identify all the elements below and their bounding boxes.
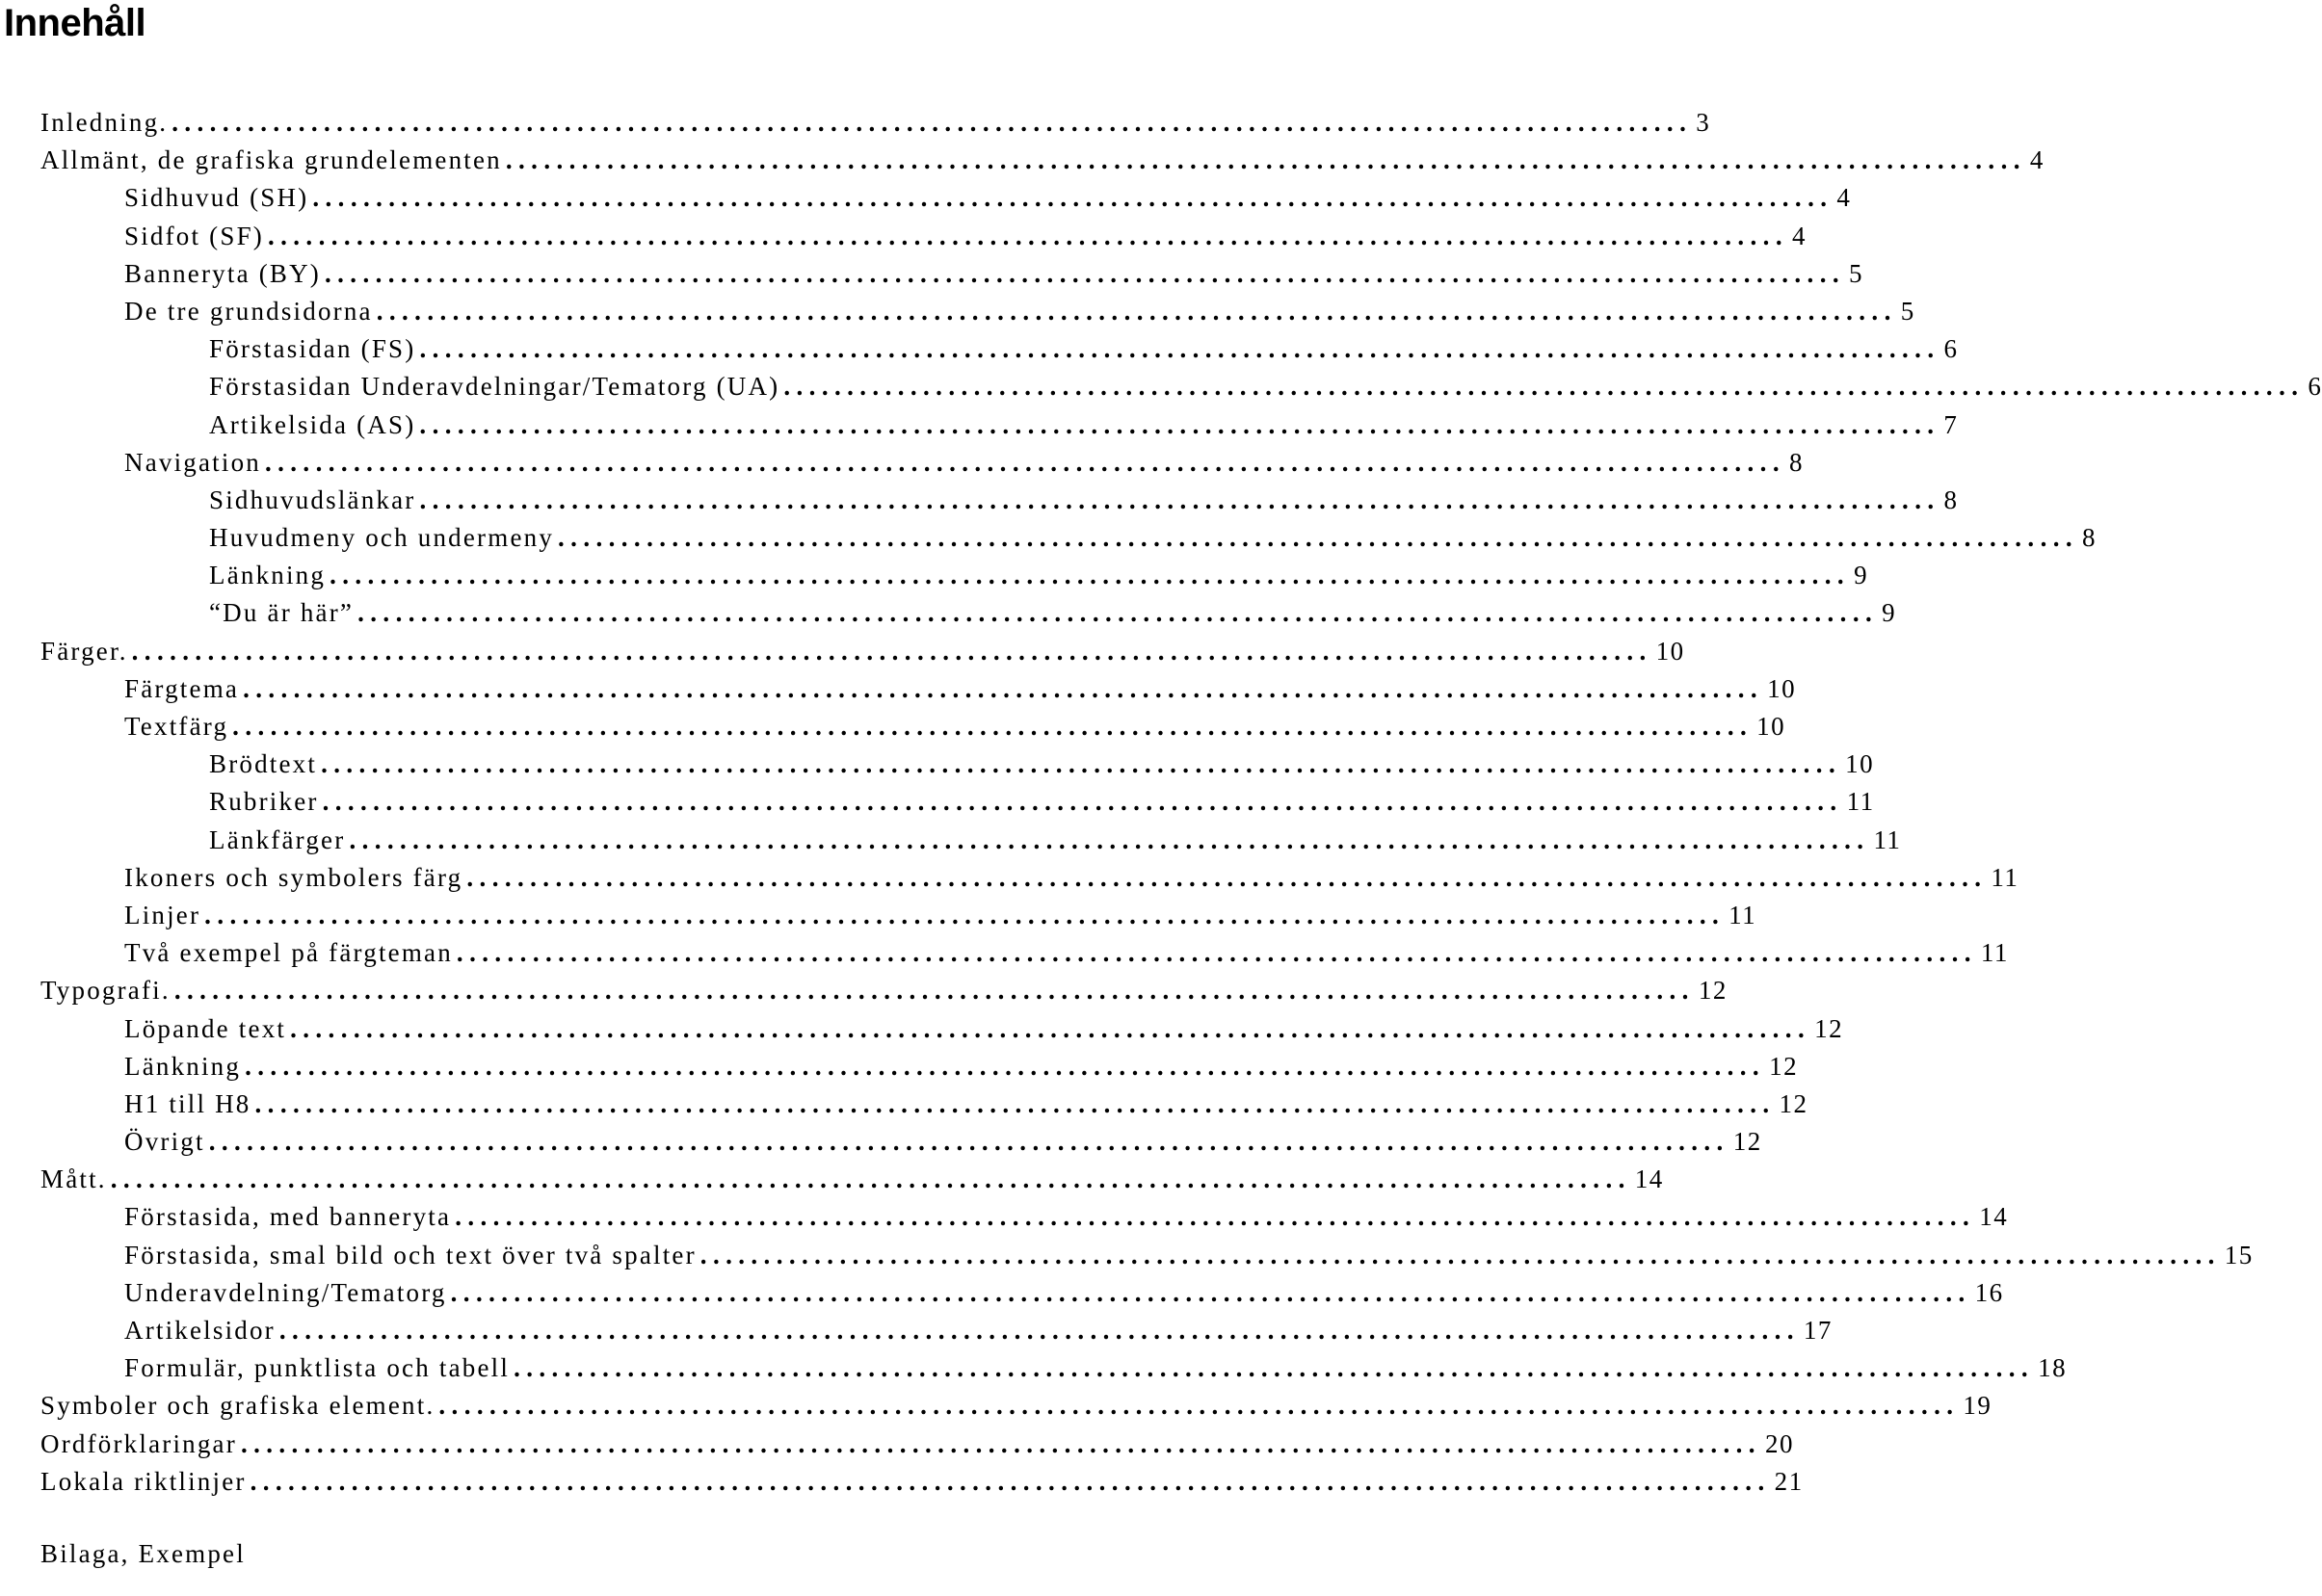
toc-dot-leader: ........................................................................................................................ [131, 636, 1652, 666]
toc-dot-leader: ........................................................................................................................ [514, 1353, 2035, 1383]
toc-entry-label: Förstasidan (FS) [209, 334, 416, 364]
toc-entry[interactable] [40, 900, 1757, 938]
toc-entry[interactable] [40, 447, 1804, 485]
toc-entry-page-number: 4 [1791, 221, 1807, 250]
toc-dot-leader: ........................................................................................................................ [376, 296, 1897, 326]
toc-dot-leader: ........................................................................................................................ [208, 1127, 1729, 1157]
toc-entry-page-number: 10 [1655, 636, 1685, 666]
toc-entry-label: Inledning. [40, 108, 169, 137]
toc-dot-leader: ........................................................................................................................ [243, 673, 1764, 703]
table-of-contents [40, 108, 2322, 1504]
toc-entry[interactable] [40, 1240, 2254, 1278]
toc-dot-leader: ........................................................................................................................ [419, 334, 1940, 364]
toc-entry[interactable] [40, 258, 1863, 297]
toc-entry-page-number: 17 [1803, 1316, 1833, 1345]
toc-dot-leader: ........................................................................................................................ [264, 447, 1785, 477]
toc-entry[interactable] [40, 145, 2045, 183]
toc-entry-label: Textfärg [124, 712, 229, 741]
toc-entry-label: De tre grundsidorna [124, 296, 373, 326]
toc-entry-page-number: 12 [1732, 1127, 1762, 1157]
toc-entry-page-number: 12 [1814, 1013, 1844, 1043]
toc-entry[interactable] [40, 523, 2098, 561]
toc-entry-label: Underavdelning/Tematorg [124, 1277, 447, 1307]
toc-entry[interactable] [40, 409, 1959, 448]
toc-entry-label: Sidhuvudslänkar [209, 484, 416, 514]
toc-dot-leader: ........................................................................................................................ [322, 787, 1843, 817]
toc-entry[interactable] [40, 749, 1875, 787]
toc-entry-page-number: 14 [1979, 1202, 2009, 1232]
toc-entry-page-number: 10 [1845, 749, 1875, 779]
toc-entry-page-number: 21 [1774, 1466, 1804, 1496]
toc-entry-label: Två exempel på färgteman [124, 938, 453, 968]
toc-entry[interactable] [40, 1316, 1833, 1353]
toc-dot-leader: ........................................................................................................................ [204, 900, 1726, 929]
toc-dot-leader: ........................................................................................................................ [278, 1316, 1800, 1345]
toc-dot-leader: ........................................................................................................................ [172, 108, 1693, 137]
toc-entry-page-number: 8 [1788, 447, 1804, 477]
toc-entry-page-number: 12 [1769, 1051, 1799, 1081]
toc-entry[interactable] [40, 561, 1869, 598]
toc-entry[interactable] [40, 1353, 2068, 1391]
toc-dot-leader: ........................................................................................................................ [240, 1428, 1761, 1458]
toc-dot-leader: ........................................................................................................................ [245, 1051, 1766, 1081]
toc-dot-leader: ........................................................................................................................ [455, 1202, 1976, 1232]
toc-entry-label: Ordförklaringar [40, 1428, 237, 1458]
toc-entry-label: Mått. [40, 1164, 107, 1194]
toc-dot-leader: ........................................................................................................................ [450, 1277, 1971, 1307]
toc-entry[interactable] [40, 1164, 1664, 1202]
toc-entry-label: Sidhuvud (SH) [124, 183, 309, 213]
toc-entry-label: “Du är här” [209, 598, 355, 628]
toc-entry-label: Brödtext [209, 749, 318, 779]
toc-entry-page-number: 6 [2308, 372, 2322, 402]
toc-entry[interactable] [40, 1127, 1762, 1164]
toc-entry[interactable] [40, 372, 2322, 409]
toc-entry-page-number: 10 [1767, 673, 1797, 703]
toc-entry-page-number: 9 [1882, 598, 1897, 628]
toc-entry[interactable] [40, 108, 1711, 145]
toc-entry[interactable] [40, 1013, 1844, 1052]
toc-dot-leader: ........................................................................................................................ [173, 976, 1695, 1006]
toc-dot-leader: ........................................................................................................................ [110, 1164, 1631, 1194]
toc-entry-label: Färger. [40, 636, 128, 666]
page-title: Innehåll [4, 2, 146, 44]
toc-entry-page-number: 6 [1943, 334, 1959, 364]
toc-entry-label: Lokala riktlinjer [40, 1466, 247, 1496]
toc-entry-label: Navigation [124, 447, 261, 477]
toc-entry-page-number: 20 [1764, 1428, 1794, 1458]
toc-entry-page-number: 11 [1980, 938, 2009, 968]
toc-entry-page-number: 7 [1943, 409, 1959, 439]
toc-entry-page-number: 19 [1963, 1391, 1992, 1421]
toc-entry-label: Huvudmeny och undermeny [209, 523, 555, 553]
toc-dot-leader: ........................................................................................................................ [312, 183, 1834, 213]
toc-entry-label: Länkning [209, 561, 327, 590]
toc-entry-page-number: 4 [2029, 145, 2045, 175]
toc-entry-label: Artikelsidor [124, 1316, 276, 1345]
toc-entry-page-number: 3 [1696, 108, 1711, 137]
toc-entry[interactable] [40, 484, 1959, 523]
toc-dot-leader: ........................................................................................................................ [321, 749, 1842, 779]
toc-entry[interactable] [40, 712, 1786, 749]
toc-entry-page-number: 16 [1974, 1277, 2004, 1307]
toc-entry[interactable] [40, 938, 2009, 976]
toc-entry[interactable] [40, 221, 1807, 259]
toc-entry-label: Övrigt [124, 1127, 205, 1157]
toc-entry-page-number: 14 [1634, 1164, 1664, 1194]
toc-dot-leader: ........................................................................................................................ [349, 824, 1870, 854]
toc-entry-page-number: 11 [1728, 900, 1757, 929]
toc-dot-leader: ........................................................................................................................ [330, 561, 1851, 590]
toc-entry-page-number: 4 [1836, 183, 1852, 213]
toc-entry-label: Förstasida, med banneryta [124, 1202, 452, 1232]
toc-entry[interactable] [40, 824, 1902, 863]
toc-dot-leader: ........................................................................................................................ [419, 484, 1940, 514]
toc-dot-leader: ........................................................................................................................ [357, 598, 1879, 628]
toc-dot-leader: ........................................................................................................................ [254, 1088, 1776, 1118]
toc-entry[interactable] [40, 183, 1852, 221]
toc-dot-leader: ........................................................................................................................ [456, 938, 1977, 968]
toc-entry-label: H1 till H8 [124, 1088, 251, 1118]
toc-entry[interactable] [40, 1051, 1799, 1089]
toc-entry-label: Banneryta (BY) [124, 258, 321, 288]
toc-entry-label: Artikelsida (AS) [209, 409, 416, 439]
toc-dot-leader: ........................................................................................................................ [438, 1391, 1960, 1421]
toc-dot-leader: ........................................................................................................................ [783, 372, 2305, 402]
toc-entry[interactable] [40, 1391, 1992, 1428]
toc-entry-label: Länkfärger [209, 824, 346, 854]
toc-entry[interactable] [40, 1466, 1804, 1504]
toc-entry-page-number: 12 [1779, 1088, 1808, 1118]
toc-entry-label: Linjer [124, 900, 201, 929]
toc-dot-leader: ........................................................................................................................ [250, 1466, 1771, 1496]
toc-entry[interactable] [40, 598, 1897, 636]
toc-entry[interactable] [40, 1277, 2004, 1316]
toc-entry[interactable] [40, 673, 1797, 712]
toc-dot-leader: ........................................................................................................................ [232, 712, 1754, 741]
toc-entry[interactable] [40, 296, 1915, 334]
toc-entry-page-number: 8 [2082, 523, 2098, 553]
toc-entry-label: Ikoners och symbolers färg [124, 862, 463, 892]
toc-entry-label: Typografi. [40, 976, 171, 1006]
toc-dot-leader: ........................................................................................................................ [290, 1013, 1811, 1043]
toc-entry-label: Länkning [124, 1051, 242, 1081]
toc-entry[interactable] [40, 1088, 1808, 1127]
toc-dot-leader: ........................................................................................................................ [466, 862, 1988, 892]
toc-entry-label: Sidfot (SF) [124, 221, 264, 250]
toc-entry-label: Formulär, punktlista och tabell [124, 1353, 511, 1383]
appendix-label: Bilaga, Exempel [40, 1539, 246, 1568]
toc-entry-page-number: 11 [1873, 824, 1902, 854]
toc-entry-page-number: 8 [1943, 484, 1959, 514]
toc-entry[interactable] [40, 334, 1959, 372]
toc-entry-page-number: 18 [2038, 1353, 2068, 1383]
toc-entry-page-number: 5 [1849, 258, 1863, 288]
toc-dot-leader: ........................................................................................................................ [699, 1240, 2221, 1269]
toc-entry-page-number: 11 [1846, 787, 1875, 817]
toc-entry[interactable] [40, 976, 1728, 1013]
toc-entry[interactable] [40, 862, 2019, 901]
toc-dot-leader: ........................................................................................................................ [505, 145, 2026, 175]
toc-entry[interactable] [40, 636, 1685, 674]
toc-entry-page-number: 10 [1756, 712, 1786, 741]
toc-entry-label: Färgtema [124, 673, 240, 703]
toc-entry-page-number: 11 [1991, 862, 2019, 892]
toc-dot-leader: ........................................................................................................................ [267, 221, 1788, 250]
toc-entry[interactable] [40, 1428, 1794, 1467]
toc-entry[interactable] [40, 1202, 2009, 1240]
toc-entry-label: Löpande text [124, 1013, 287, 1043]
toc-entry-label: Rubriker [209, 787, 319, 817]
toc-entry-label: Förstasida, smal bild och text över två spalter [124, 1240, 697, 1269]
toc-entry-label: Förstasidan Underavdelningar/Tematorg (UA) [209, 372, 780, 402]
toc-entry-page-number: 5 [1900, 296, 1915, 326]
toc-entry-label: Allmänt, de grafiska grundelementen [40, 145, 502, 175]
toc-entry-page-number: 15 [2224, 1240, 2254, 1269]
toc-entry-label: Symboler och grafiska element. [40, 1391, 435, 1421]
toc-dot-leader: ........................................................................................................................ [325, 258, 1845, 288]
toc-entry[interactable] [40, 787, 1875, 824]
toc-entry-page-number: 12 [1698, 976, 1728, 1006]
toc-entry-page-number: 9 [1854, 561, 1869, 590]
toc-dot-leader: ........................................................................................................................ [419, 409, 1940, 439]
toc-dot-leader: ........................................................................................................................ [558, 523, 2079, 553]
